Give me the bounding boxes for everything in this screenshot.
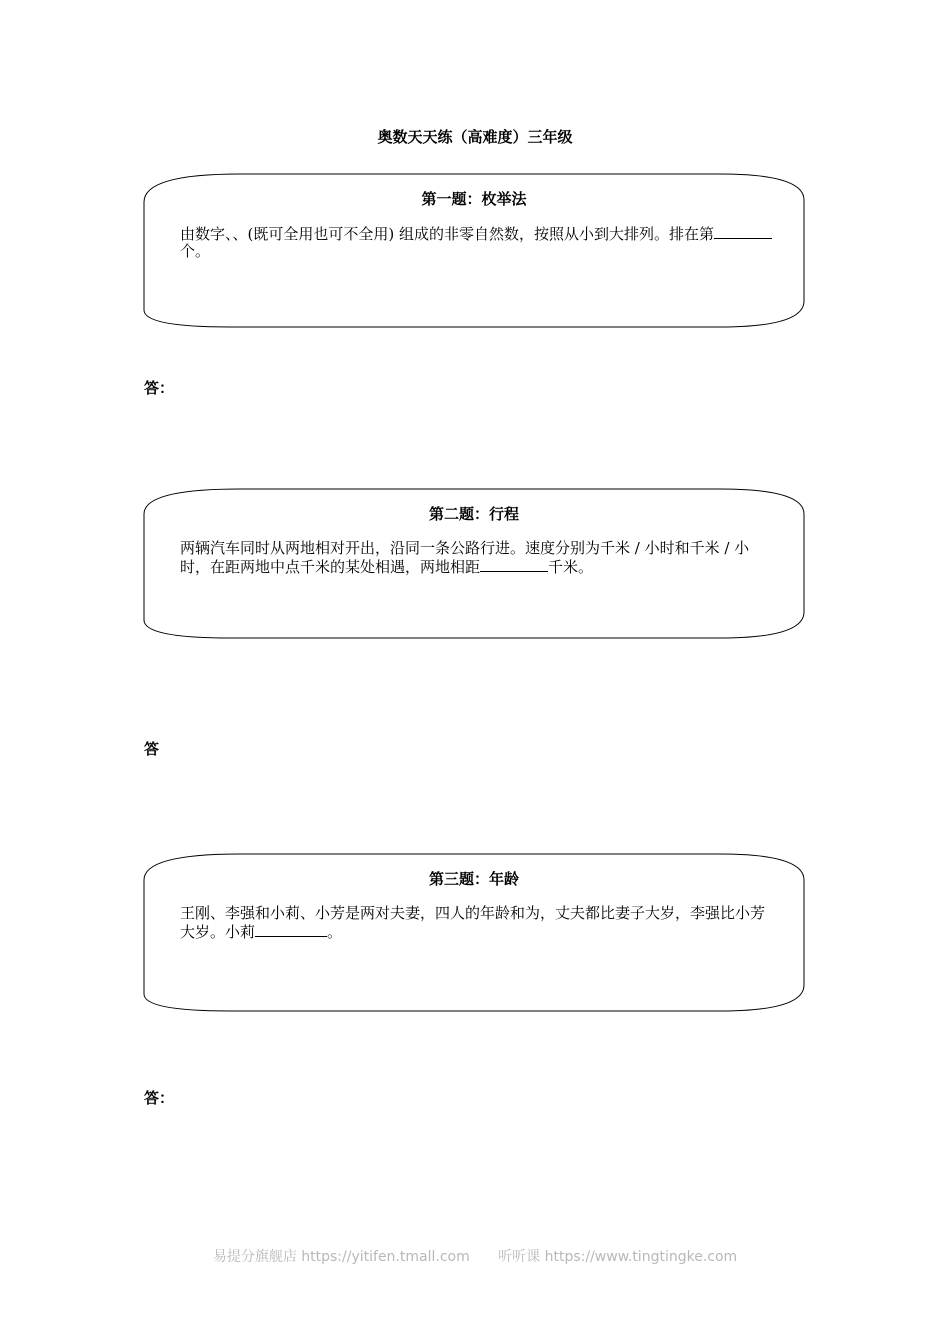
question-1-text [180,224,775,260]
question-3-text [180,905,775,941]
answer-2-label: 答 [144,740,160,758]
question-3-heading: 第三题：年龄 [428,870,519,888]
question-2-text [180,540,775,576]
footer [0,1246,950,1266]
question-1-text-before: 由数字、、(既可全用也可不全用) 组成的非零自然数，按照从小到大排列。排在第 [180,225,714,243]
question-1-blank [714,224,772,239]
question-3-text-after: 。 [327,923,343,941]
question-3-blank [255,922,327,937]
question-2-blank [480,557,548,572]
question-3-text-before: 王刚、李强和小莉、小芳是两对夫妻，四人的年龄和为，丈夫都比妻子大岁，李强比小芳大岁。小莉 [180,904,766,941]
answer-1-label: 答： [144,379,175,397]
question-2-heading: 第二题：行程 [428,505,519,523]
question-1-text-after: 个。 [180,242,211,260]
footer-shop-link[interactable]: 易提分旗舰店 https://yitifen.tmall.com [212,1249,470,1265]
question-1-heading: 第一题：枚举法 [421,190,527,208]
answer-3-label: 答： [144,1089,175,1107]
question-2-text-before: 两辆汽车同时从两地相对开出，沿同一条公路行进。速度分别为千米 / 小时和千米 / 小时，在距两地中点千米的某处相遇，两地相距 [180,539,750,576]
footer-site-link[interactable]: 听听课 https://www.tingtingke.com [498,1249,738,1265]
question-2-text-after: 千米。 [548,558,594,576]
page-title: 奥数天天练（高难度）三年级 [377,128,573,146]
